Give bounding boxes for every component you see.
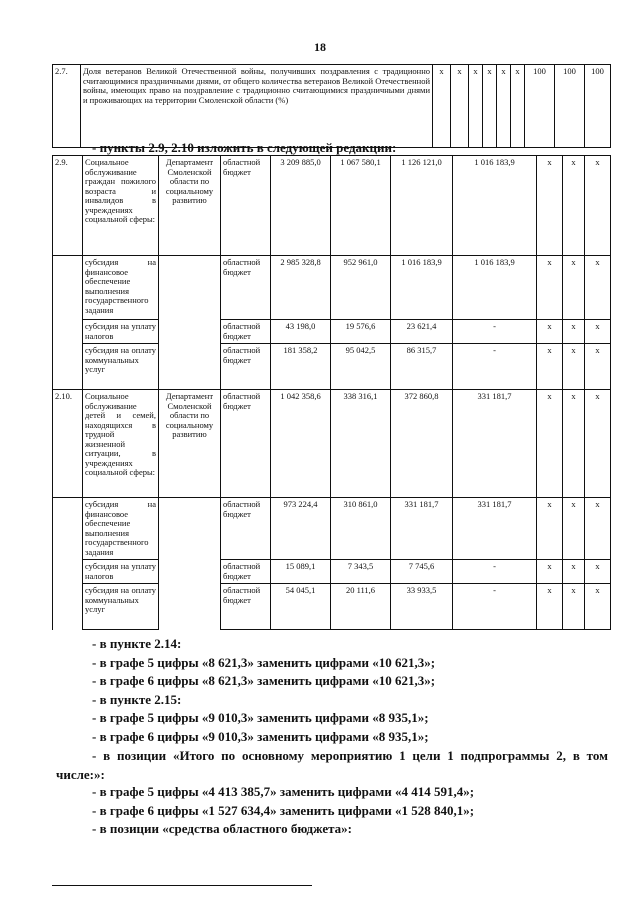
main-table: [52, 155, 611, 630]
x-cell: х: [563, 584, 585, 630]
value-year-2: 372 860,8: [391, 390, 453, 498]
row-number: [53, 498, 83, 560]
value-cell: 100: [555, 65, 585, 148]
x-cell: х: [469, 65, 483, 148]
amendment-line: - в графе 6 цифры «8 621,3» заменить цифрами «10 621,3»;: [92, 673, 436, 688]
x-cell: х: [537, 320, 563, 344]
amendment-line: - в графе 6 цифры «1 527 634,4» заменить цифрами «1 528 840,1»;: [92, 802, 475, 818]
x-cell: х: [511, 65, 525, 148]
value-year-1: 20 111,6: [331, 584, 391, 630]
value-total: 43 198,0: [271, 320, 331, 344]
x-cell: х: [585, 320, 611, 344]
table-row: [53, 156, 611, 256]
value-total: 1 042 358,6: [271, 390, 331, 498]
value-cell: 100: [585, 65, 611, 148]
value-year-2: 7 745,6: [391, 560, 453, 584]
x-cell: х: [497, 65, 511, 148]
row-number: 2.10.: [53, 390, 83, 498]
x-cell: х: [585, 584, 611, 630]
row-number: [53, 256, 83, 320]
responsible-org: [159, 320, 221, 344]
funding-source: областной бюджет: [221, 344, 271, 390]
x-cell: х: [563, 256, 585, 320]
table-row: [53, 584, 611, 630]
responsible-org: [159, 560, 221, 584]
x-cell: х: [451, 65, 469, 148]
x-cell: х: [537, 256, 563, 320]
value-year-1: 95 042,5: [331, 344, 391, 390]
value-year-2: 86 315,7: [391, 344, 453, 390]
footnote-divider: [52, 885, 312, 886]
value-year-2: 23 621,4: [391, 320, 453, 344]
row-name: Социальное обслуживание граждан пожилого возраста и инвалидов в учреждениях социальной сферы:: [83, 156, 159, 256]
indicator-name: Доля ветеранов Великой Отечественной войны, получивших поздравления с традиционно считающимися праздничными днями, от общего количества ветеранов Великой Отечественной войны, имеющих право на поздравление с традиционно считающимися праздничными днями и проживающих на территории Смоленской области (%): [81, 65, 433, 148]
x-cell: х: [537, 584, 563, 630]
amendment-paragraph: - в позиции «Итого по основному мероприятию 1 цели 1 подпрограммы 2, в том числе:»:: [56, 748, 608, 782]
table-row: [53, 320, 611, 344]
page-number: 18: [314, 40, 326, 54]
row-name: субсидия на уплату налогов: [83, 320, 159, 344]
row-number: 2.7.: [53, 65, 81, 148]
funding-source: областной бюджет: [221, 256, 271, 320]
value-year-1: 952 961,0: [331, 256, 391, 320]
table-row: [53, 560, 611, 584]
x-cell: х: [585, 156, 611, 256]
value-total: 2 985 328,8: [271, 256, 331, 320]
x-cell: х: [563, 344, 585, 390]
x-cell: х: [585, 390, 611, 498]
value-year-2: 1 126 121,0: [391, 156, 453, 256]
value-total: 15 089,1: [271, 560, 331, 584]
value-year-2: 33 933,5: [391, 584, 453, 630]
responsible-org: [159, 344, 221, 390]
amendment-line: - в пункте 2.14:: [92, 636, 182, 651]
x-cell: х: [585, 344, 611, 390]
x-cell: х: [563, 320, 585, 344]
x-cell: х: [433, 65, 451, 148]
amendment-line: - в пункте 2.15:: [92, 691, 182, 707]
value-cell: 100: [525, 65, 555, 148]
x-cell: х: [537, 498, 563, 560]
x-cell: х: [563, 390, 585, 498]
x-cell: х: [537, 390, 563, 498]
x-cell: х: [563, 156, 585, 256]
value-total: 181 358,2: [271, 344, 331, 390]
responsible-org: [159, 498, 221, 560]
value-year-3: 331 181,7: [453, 390, 537, 498]
value-total: 3 209 885,0: [271, 156, 331, 256]
funding-source: областной бюджет: [221, 156, 271, 256]
responsible-org: Департамент Смоленской области по социальному развитию: [159, 390, 221, 498]
intro-line: - пункты 2.9, 2.10 изложить в следующей редакции:: [92, 140, 397, 155]
x-cell: х: [585, 498, 611, 560]
x-cell: х: [563, 498, 585, 560]
value-year-3: 1 016 183,9: [453, 156, 537, 256]
table-row: [53, 256, 611, 320]
value-total: 973 224,4: [271, 498, 331, 560]
table-row: [53, 498, 611, 560]
value-year-1: 310 861,0: [331, 498, 391, 560]
value-year-3: -: [453, 344, 537, 390]
x-cell: х: [537, 344, 563, 390]
responsible-org: [159, 256, 221, 320]
value-year-3: -: [453, 560, 537, 584]
value-total: 54 045,1: [271, 584, 331, 630]
value-year-3: -: [453, 320, 537, 344]
amendment-line: - в графе 6 цифры «9 010,3» заменить цифрами «8 935,1»;: [92, 728, 429, 744]
value-year-1: 338 316,1: [331, 390, 391, 498]
x-cell: х: [537, 560, 563, 584]
value-year-2: 331 181,7: [391, 498, 453, 560]
funding-source: областной бюджет: [221, 584, 271, 630]
funding-source: областной бюджет: [221, 560, 271, 584]
table-row-2-7: [52, 64, 611, 148]
funding-source: областной бюджет: [221, 498, 271, 560]
responsible-org: [159, 584, 221, 630]
funding-source: областной бюджет: [221, 320, 271, 344]
row-number: [53, 560, 83, 584]
value-year-1: 1 067 580,1: [331, 156, 391, 256]
value-year-1: 19 576,6: [331, 320, 391, 344]
amendment-line: - в графе 5 цифры «8 621,3» заменить цифрами «10 621,3»;: [92, 654, 436, 670]
value-year-3: 331 181,7: [453, 498, 537, 560]
row-name: субсидия на финансовое обеспечение выполнения государственного задания: [83, 256, 159, 320]
value-year-3: 1 016 183,9: [453, 256, 537, 320]
value-year-2: 1 016 183,9: [391, 256, 453, 320]
row-number: 2.9.: [53, 156, 83, 256]
row-name: Социальное обслуживание детей и семей, находящихся в трудной жизненной ситуации, в учреждениях социальной сферы:: [83, 390, 159, 498]
row-name: субсидия на финансовое обеспечение выполнения государственного задания: [83, 498, 159, 560]
x-cell: х: [563, 560, 585, 584]
x-cell: х: [585, 256, 611, 320]
responsible-org: Департамент Смоленской области по социальному развитию: [159, 156, 221, 256]
row-name: субсидия на уплату налогов: [83, 560, 159, 584]
x-cell: х: [483, 65, 497, 148]
amendment-line: - в графе 5 цифры «4 413 385,7» заменить цифрами «4 414 591,4»;: [92, 784, 475, 799]
row-number: [53, 320, 83, 344]
value-year-1: 7 343,5: [331, 560, 391, 584]
row-number: [53, 344, 83, 390]
row-number: [53, 584, 83, 630]
table-row: [53, 390, 611, 498]
row-name: субсидия на оплату коммунальных услуг: [83, 344, 159, 390]
row-name: субсидия на оплату коммунальных услуг: [83, 584, 159, 630]
funding-source: областной бюджет: [221, 390, 271, 498]
amendment-line: - в позиции «средства областного бюджета»:: [92, 821, 352, 836]
amendment-line: - в графе 5 цифры «9 010,3» заменить цифрами «8 935,1»;: [92, 710, 429, 725]
x-cell: х: [537, 156, 563, 256]
table-row: [53, 344, 611, 390]
x-cell: х: [585, 560, 611, 584]
value-year-3: -: [453, 584, 537, 630]
